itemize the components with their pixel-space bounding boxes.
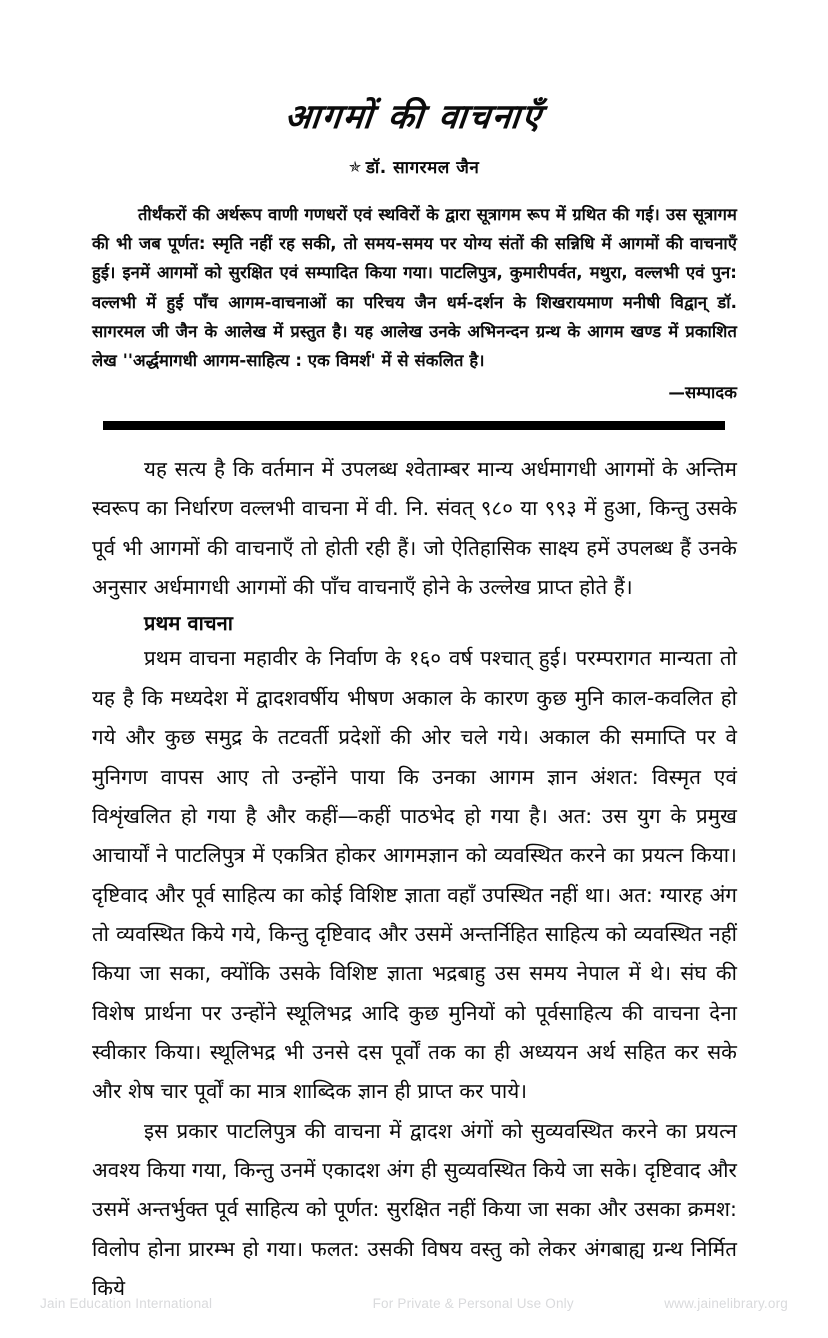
editor-note-text: तीर्थंकरों की अर्थरूप वाणी गणधरों एवं स्थविरों के द्वारा सूत्रागम रूप में ग्रथित की गई। उस सूत्रागम की भी जब पूर्णत: स्मृति नहीं रह सकी, तो समय-समय पर योग्य संतों की सन्निधि में आगमों की वाचनाएँ हुई। इनमें आगमों को सुरक्षित एवं सम्पादित किया गया। पाटलिपुत्र, कुमारीपर्वत, मथुरा, वल्लभी एवं पुन: वल्लभी में हुई पाँच आगम-वाचनाओं का परिचय जैन धर्म-दर्शन के शिखरायमाण मनीषी विद्वान् डॉ. सागरमल जी जैन के आलेख में प्रस्तुत है। यह आलेख उनके अभिनन्दन ग्रन्थ के आगम खण्ड में प्रकाशित लेख ''अर्द्धमागधी आगम-साहित्य : एक विमर्श' में से संकलित है। <box>92 204 737 371</box>
body-paragraph-3: इस प्रकार पाटलिपुत्र की वाचना में द्वादश अंगों को सुव्यवस्थित करने का प्रयत्न अवश्य किया गया, किन्तु उनमें एकादश अंग ही सुव्यवस्थित किये जा सके। दृष्टिवाद और उसमें अन्तर्भुक्त पूर्व साहित्य को पूर्णत: सुरक्षित नहीं किया जा सका और उसका क्रमश: विलोप होना प्रारम्भ हो गया। फलत: उसकी विषय वस्तु को लेकर अंगबाह्य ग्रन्थ निर्मित किये <box>92 1118 737 1301</box>
footer-usage-notice: For Private & Personal Use Only <box>372 1296 574 1311</box>
page-footer <box>0 1296 828 1311</box>
body-paragraph-2: प्रथम वाचना महावीर के निर्वाण के १६० वर्ष पश्चात् हुई। परम्परागत मान्यता तो यह है कि मध्यदेश में द्वादशवर्षीय भीषण अकाल के कारण कुछ मुनि काल-कवलित हो गये और कुछ समुद्र के तटवर्ती प्रदेशों की ओर चले गये। अकाल की समाप्ति पर वे मुनिगण वापस आए तो उन्होंने पाया कि उनका आगम ज्ञान अंशत: विस्मृत एवं विशृंखलित हो गया है और कहीं—कहीं पाठभेद हो गया है। अत: उस युग के प्रमुख आचार्यों ने पाटलिपुत्र में एकत्रित होकर आगमज्ञान को व्यवस्थित करने का प्रयत्न किया। दृष्टिवाद और पूर्व साहित्य का कोई विशिष्ट ज्ञाता वहाँ उपस्थित नहीं था। अत: ग्यारह अंग तो व्यवस्थित किये गये, किन्तु दृष्टिवाद और उसमें अन्तर्निहित साहित्य को व्यवस्थित नहीं किया जा सका, क्योंकि उसके विशिष्ट ज्ञाता भद्रबाहु उस समय नेपाल में थे। संघ की विशेष प्रार्थना पर उन्होंने स्थूलिभद्र आदि कुछ मुनियों को पूर्वसाहित्य की वाचना देना स्वीकार किया। स्थूलिभद्र भी उनसे दस पूर्वों तक का ही अध्ययन अर्थ सहित कर सके और शेष चार पूर्वों का मात्र शाब्दिक ज्ञान ही प्राप्त कर पाये। <box>92 646 737 1104</box>
author-name: डॉ. सागरमल जैन <box>365 157 480 178</box>
section-heading-pratham-vachana: प्रथम वाचना <box>144 611 234 636</box>
body-paragraph-1: यह सत्य है कि वर्तमान में उपलब्ध श्वेताम्बर मान्य अर्धमागधी आगमों के अन्तिम स्वरूप का निर्धारण वल्लभी वाचना में वी. नि. संवत् ९८० या ९९३ में हुआ, किन्तु उसके पूर्व भी आगमों की वाचनाएँ तो होती रही हैं। जो ऐतिहासिक साक्ष्य हमें उपलब्ध हैं उनके अनुसार अर्धमागधी आगमों की पाँच वाचनाएँ होने के उल्लेख प्राप्त होते हैं। <box>92 457 737 600</box>
page-title: आगमों की वाचनाएँ <box>283 97 545 137</box>
star-icon: ✯ <box>348 157 362 176</box>
byline <box>0 155 828 178</box>
footer-website-url[interactable]: www.jainelibrary.org <box>664 1296 788 1311</box>
section-divider <box>103 421 725 430</box>
title-block <box>0 96 828 178</box>
body-copy <box>92 450 737 1309</box>
editor-credit: —सम्पादक <box>668 382 737 402</box>
footer-organization: Jain Education International <box>40 1296 213 1311</box>
editor-note <box>92 200 737 408</box>
